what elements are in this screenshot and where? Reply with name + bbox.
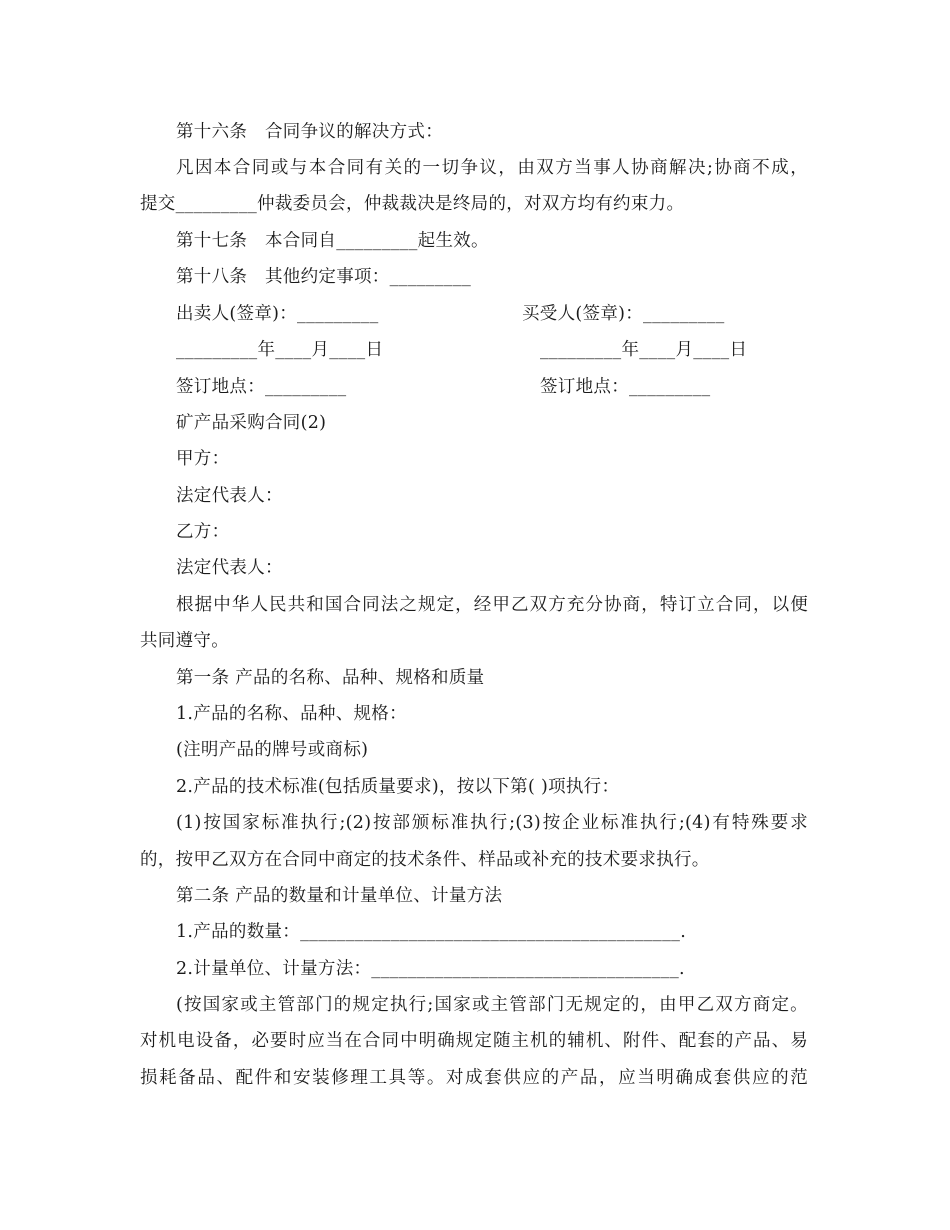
- art16-body-line1: 凡因本合同或与本合同有关的一切争议，由双方当事人协商解决;协商不成，: [176, 158, 808, 178]
- clause2-item1: 1.产品的数量：__________________________________________.: [176, 922, 687, 942]
- clause1-title: 第一条 产品的名称、品种、规格和质量: [176, 668, 485, 688]
- party-a: 甲方：: [176, 449, 230, 469]
- clause2-note-line2: 对机电设备，必要时应当在合同中明确规定随主机的辅机、附件、配套的产品、易: [140, 1031, 808, 1051]
- clause2-item2: 2.计量单位、计量方法：__________________________________.: [176, 959, 685, 979]
- buyer-date: _________年____月____日: [540, 340, 748, 360]
- art18: 第十八条 其他约定事项：_________: [176, 267, 472, 287]
- seller-signature: 出卖人(签章)：_________: [176, 304, 379, 324]
- art17: 第十七条 本合同自_________起生效。: [176, 231, 489, 251]
- art16-body-line2: 提交_________仲裁委员会，仲裁裁决是终局的，对双方均有约束力。: [140, 194, 685, 214]
- party-b-representative: 法定代表人：: [176, 558, 283, 578]
- clause1-item2: 2.产品的技术标准(包括质量要求)，按以下第( )项执行：: [176, 777, 620, 797]
- buyer-signature: 买受人(签章)：_________: [522, 304, 725, 324]
- clause1-options-line2: 的，按甲乙双方在合同中商定的技术条件、样品或补充的技术要求执行。: [140, 850, 710, 870]
- clause1-options-line1: (1)按国家标准执行;(2)按部颁标准执行;(3)按企业标准执行;(4)有特殊要求: [176, 813, 808, 833]
- party-b: 乙方：: [176, 522, 230, 542]
- art16-title: 第十六条 合同争议的解决方式：: [176, 122, 443, 142]
- clause2-title: 第二条 产品的数量和计量单位、计量方法: [176, 886, 503, 906]
- buyer-place: 签订地点：_________: [540, 377, 711, 397]
- party-a-representative: 法定代表人：: [176, 486, 283, 506]
- clause1-item1-note: (注明产品的牌号或商标): [176, 740, 369, 760]
- clause1-item1: 1.产品的名称、品种、规格：: [176, 704, 407, 724]
- preamble-line1: 根据中华人民共和国合同法之规定，经甲乙双方充分协商，特订立合同，以便: [176, 595, 808, 615]
- clause2-note-line3: 损耗备品、配件和安装修理工具等。对成套供应的产品，应当明确成套供应的范: [140, 1068, 808, 1088]
- seller-date: _________年____月____日: [176, 340, 384, 360]
- contract2-title: 矿产品采购合同(2): [176, 413, 327, 433]
- clause2-note-line1: (按国家或主管部门的规定执行;国家或主管部门无规定的，由甲乙双方商定。: [176, 995, 808, 1015]
- preamble-line2: 共同遵守。: [140, 631, 229, 651]
- seller-place: 签订地点：_________: [176, 377, 347, 397]
